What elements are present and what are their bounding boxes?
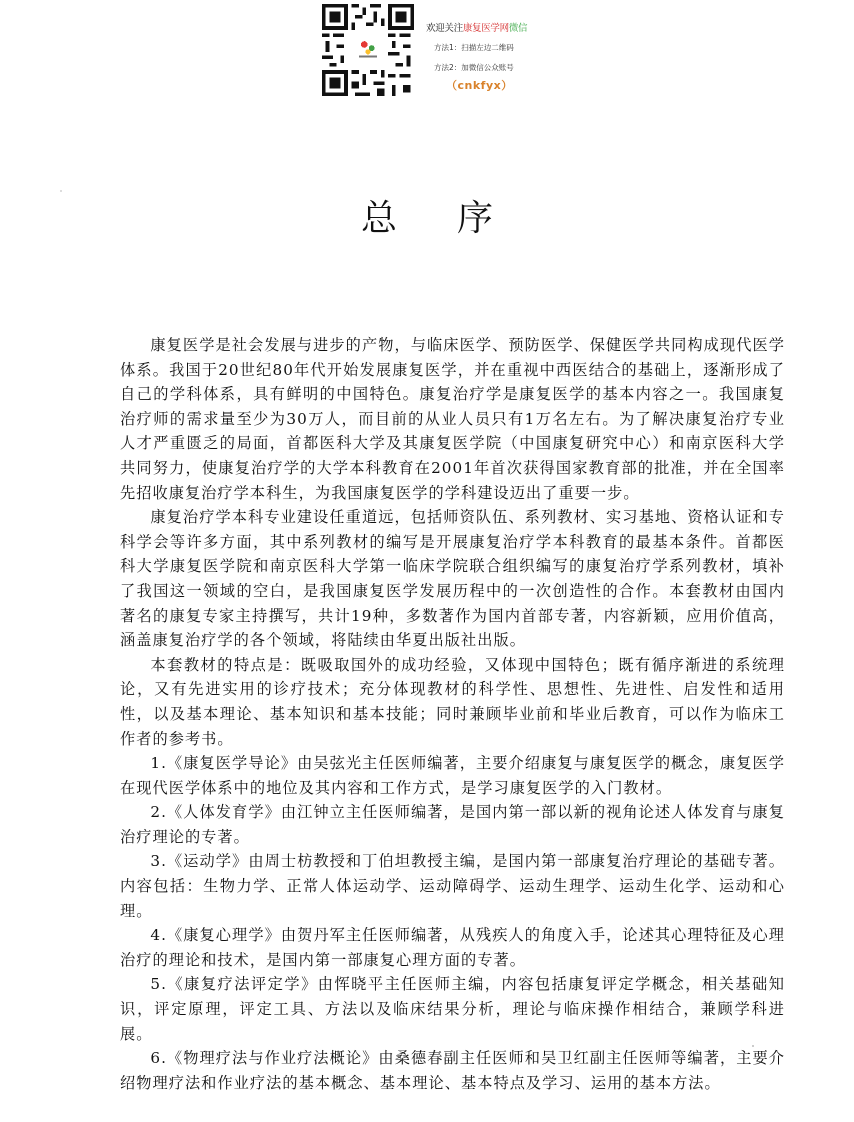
- paragraph-book-1: 1.《康复医学导论》由吴弦光主任医师编著，主要介绍康复与康复医学的概念，康复医学在现代医学体系中的地位及其内容和工作方式，是学习康复医学的入门教材。: [120, 754, 785, 797]
- title-char-1: 总: [360, 198, 397, 239]
- wechat-promo-banner: [322, 4, 532, 96]
- paragraph-construction: 康复治疗学本科专业建设任重道远，包括师资队伍、系列教材、实习基地、资格认证和专科学会等许多方面，其中系列教材的编写是开展康复治疗学本科教育的最基本条件。首都医科大学康复医学院和南京医科大学第一临床学院联合组织编写的康复治疗学系列教材，填补了我国这一领域的空白，是我国康复医学发展历程中的一次创造性的合作。本套教材由国内著名的康复专家主持撰写，共计19种，多数著作为国内首部专著，内容新颖，应用价值高，涵盖康复治疗学的各个领域，将陆续由华夏出版社出版。: [120, 508, 785, 650]
- paragraph-book-2: 2.《人体发育学》由江钟立主任医师编著，是国内第一部以新的视角论述人体发育与康复治疗理论的专著。: [120, 803, 785, 846]
- paragraph-intro: 康复医学是社会发展与进步的产物，与临床医学、预防医学、保健医学共同构成现代医学体系。我国于20世纪80年代开始发展康复医学，并在重视中西医结合的基础上，逐渐形成了自己的学科体系，具有鲜明的中国特色。康复治疗学是康复医学的基本内容之一。我国康复治疗师的需求量至少为30万人，而目前的从业人员只有1万名左右。为了解决康复治疗专业人才严重匮乏的局面，首都医科大学及其康复医学院（中国康复研究中心）和南京医科大学共同努力，使康复治疗学的大学本科教育在2001年首次获得国家教育部的批准，并在全国率先招收康复治疗学本科生，为我国康复医学的学科建设迈出了重要一步。: [120, 336, 785, 502]
- paragraph-book-4: 4.《康复心理学》由贺丹军主任医师编著，从残疾人的角度入手，论述其心理特征及心理治疗的理论和技术，是国内第一部康复心理方面的专著。: [120, 926, 785, 969]
- banner-brand-name: 康复医学网: [462, 23, 509, 34]
- banner-headline: [426, 20, 546, 34]
- banner-account-id: （cnkfyx）: [446, 79, 513, 92]
- page-title: [0, 190, 854, 241]
- paragraph-book-3: 3.《运动学》由周士枋教授和丁伯坦教授主编，是国内第一部康复治疗理论的基础专著。内容包括：生物力学、正常人体运动学、运动障碍学、运动生理学、运动生化学、运动和心理。: [120, 852, 785, 920]
- paragraph-book-6: 6.《物理疗法与作业疗法概论》由桑德春副主任医师和吴卫红副主任医师等编著，主要介绍物理疗法和作业疗法的基本概念、基本理论、基本特点及学习、运用的基本方法。: [120, 1049, 785, 1092]
- banner-wechat-label: 微信: [508, 23, 528, 34]
- banner-text: [426, 20, 546, 93]
- banner-method-1: 方法1：扫描左边二维码: [434, 43, 514, 52]
- title-char-2: 序: [457, 198, 494, 239]
- banner-method-2: 方法2：加微信公众账号: [434, 63, 514, 72]
- banner-prefix: 欢迎关注: [426, 23, 463, 34]
- paragraph-features: 本套教材的特点是：既吸取国外的成功经验，又体现中国特色；既有循序渐进的系统理论，又有先进实用的诊疗技术；充分体现教材的科学性、思想性、先进性、启发性和适用性，以及基本理论、基本知识和基本技能；同时兼顾毕业前和毕业后教育，可以作为临床工作者的参考书。: [120, 655, 785, 748]
- preface-body: [120, 333, 785, 1095]
- scan-speck: [752, 1045, 754, 1047]
- paragraph-book-5: 5.《康复疗法评定学》由恽晓平主任医师主编，内容包括康复评定学概念，相关基础知识，评定原理，评定工具、方法以及临床结果分析，理论与临床操作相结合，兼顾学科进展。: [120, 975, 785, 1043]
- qr-code-icon[interactable]: [322, 4, 414, 96]
